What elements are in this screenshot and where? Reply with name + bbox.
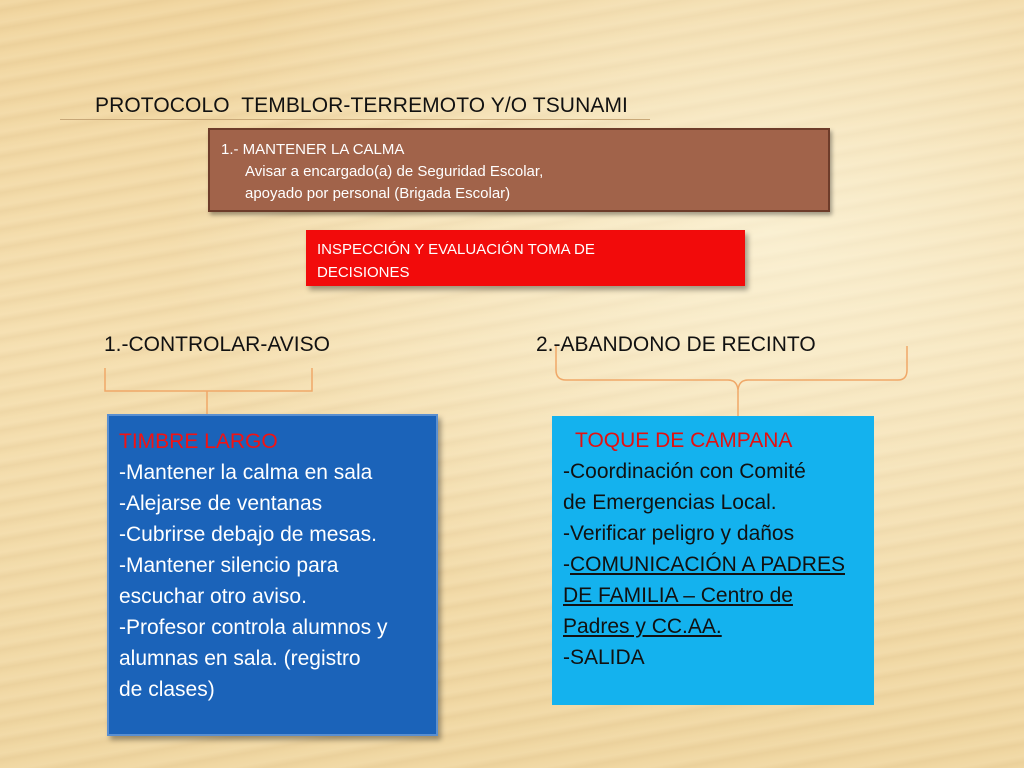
left-line-4: -Mantener silencio para xyxy=(119,554,339,577)
right-line-7: -SALIDA xyxy=(563,646,645,669)
branch-right-label: 2.-ABANDONO DE RECINTO xyxy=(536,333,816,356)
toque-campana-box xyxy=(552,416,874,705)
left-line-3: -Cubrirse debajo de mesas. xyxy=(119,523,377,546)
decision-line-2: DECISIONES xyxy=(317,264,410,281)
left-line-6: -Profesor controla alumnos y xyxy=(119,616,388,639)
left-line-8: de clases) xyxy=(119,678,215,701)
right-line-1: -Coordinación con Comité xyxy=(563,460,806,483)
left-bracket xyxy=(105,368,312,414)
right-line-4-prefix: - xyxy=(563,553,570,576)
step-line-2: apoyado por personal (Brigada Escolar) xyxy=(245,185,511,202)
decision-line-1: INSPECCIÓN Y EVALUACIÓN TOMA DE xyxy=(317,241,595,258)
timbre-largo-heading: TIMBRE LARGO xyxy=(119,430,278,453)
left-line-5: escuchar otro aviso. xyxy=(119,585,307,608)
right-brace xyxy=(556,346,907,416)
left-line-7: alumnas en sala. (registro xyxy=(119,647,361,670)
branch-left-label: 1.-CONTROLAR-AVISO xyxy=(104,333,330,356)
step-heading: 1.- MANTENER LA CALMA xyxy=(221,141,405,158)
right-line-5: DE FAMILIA – Centro de xyxy=(563,584,793,607)
toque-campana-heading: TOQUE DE CAMPANA xyxy=(575,429,793,452)
step-line-1: Avisar a encargado(a) de Seguridad Escolar, xyxy=(245,163,544,180)
comunicacion-padres-text: COMUNICACIÓN A PADRES xyxy=(570,553,845,576)
right-line-6: Padres y CC.AA. xyxy=(563,615,722,638)
slide-title: PROTOCOLO TEMBLOR-TERREMOTO Y/O TSUNAMI xyxy=(95,94,628,117)
right-line-2: de Emergencias Local. xyxy=(563,491,777,514)
left-line-1: -Mantener la calma en sala xyxy=(119,461,373,484)
right-line-4 xyxy=(563,549,874,580)
timbre-largo-box xyxy=(107,414,438,736)
right-line-3: -Verificar peligro y daños xyxy=(563,522,795,545)
left-line-2: -Alejarse de ventanas xyxy=(119,492,323,515)
